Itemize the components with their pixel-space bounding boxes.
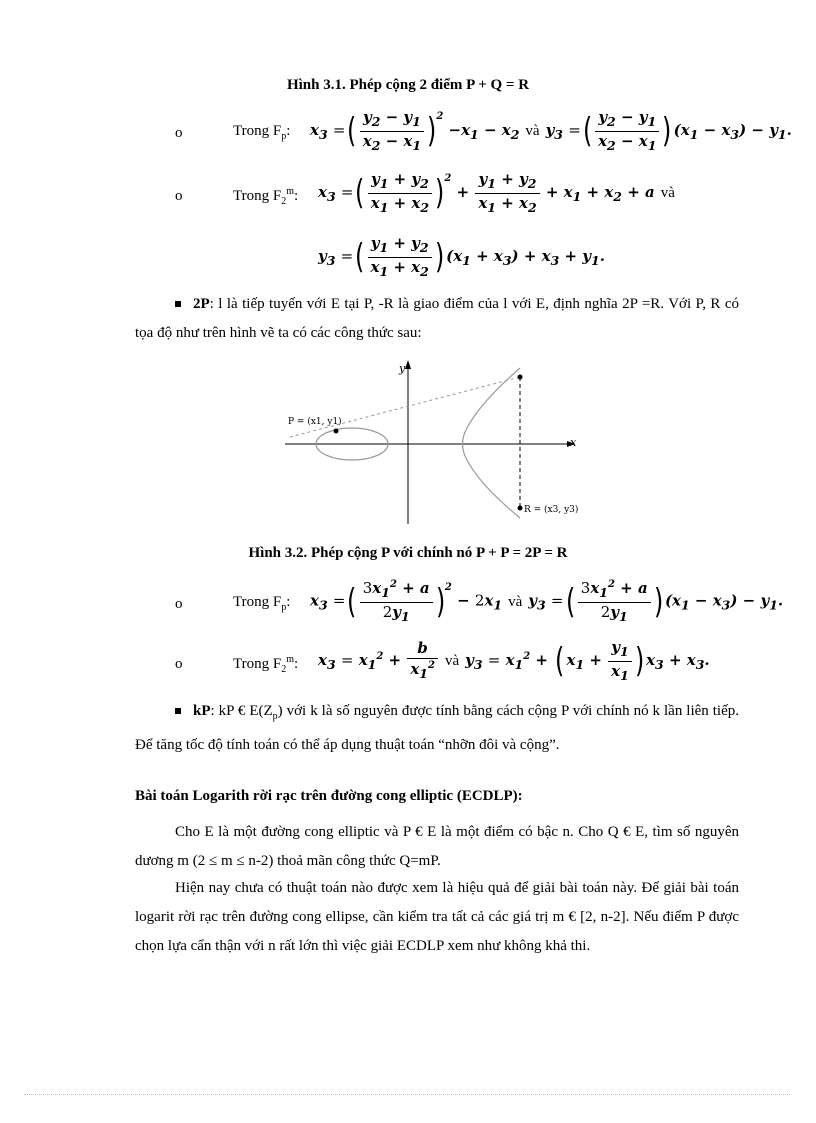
- kp-paragraph: kP: kP € $E(Z_p)$ với k là số nguyên được tính bằng cách cộng P với chính nó k lần liên tiếp. Để tăng tốc độ tính toán có thể áp dụng thuật toán “nhỡn đôi và cộng”.: [135, 703, 739, 753]
- ecdlp-paragraph-1: Cho E là một đường cong elliptic và P € E là một điểm có bậc n. Cho Q € E, tìm số nguyên dương m (2 ≤ m ≤ n-2) thoả mãn công thức Q=mP.: [135, 824, 739, 869]
- ecdlp-heading: Bài toán Logarith rời rạc trên đường cong elliptic (ECDLP):: [135, 788, 523, 804]
- bullet-marker: o: [175, 125, 183, 141]
- formula-double-f2m: $x_3 = x_1^2$ + $\frac{b}{x_1^2}$ và $y_3 = x_1^2$ + ( $x_1$ + $\frac{y_1}{x_1}$ ) $x_3 + x_3$.: [318, 638, 710, 683]
- x-axis-label: x: [570, 436, 577, 449]
- formula-add-fp: $x_3$ =( $\frac{y_2 - y_1}{x_2 - x_1}$ )$^2 -x_1 - x_2$ và $y_3$ =( $\frac{y_2 - y_1}{x_2 - x_1}$ ) $(x_1 - x_3) - y_1$.: [310, 108, 792, 153]
- tangent-line: [290, 377, 520, 437]
- figure-point-doubling: [280, 358, 590, 528]
- conjunction-va: và: [444, 653, 460, 669]
- conjunction-va: và: [525, 123, 540, 139]
- fp-label: Trong $F_p$:: [233, 123, 291, 142]
- point-neg-r-marker: [518, 375, 523, 380]
- formula-double-fp: $x_3$ =( $\frac{3x_1^2 + a}{2y_1}$ )$^2 - 2x_1$ và $y_3$ =( $\frac{3x_1^2 + a}{2y_1}$ ) $(x_1 - x_3) - y_1$.: [310, 579, 784, 624]
- y-axis-arrow-icon: [405, 360, 411, 369]
- point-r-marker: [518, 506, 523, 511]
- formula-add-f2m-y3: $y_3$ =( $\frac{y_1 + y_2}{x_1 + x_2}$ ) $(x_1 + x_3) + x_3 + y_1$.: [318, 234, 605, 279]
- point-p-marker: [334, 429, 339, 434]
- y-axis-label: y: [399, 362, 406, 375]
- bullet-marker: o: [175, 188, 183, 204]
- bullet-marker: o: [175, 656, 183, 672]
- doubling-paragraph: 2P: l là tiếp tuyến với E tại P, -R là giao điểm của l với E, định nghĩa 2P =R. Với P, R có tọa độ như trên hình vẽ ta có các công thức sau:: [135, 296, 739, 341]
- square-bullet-icon: [175, 301, 181, 307]
- point-r-label: R = (x3, y3): [524, 505, 579, 515]
- f2m-label: Trong $F_2^m$:: [233, 186, 299, 207]
- f2m-label: Trong $F_2^m$:: [233, 654, 299, 675]
- page-footer-rule: [24, 1094, 790, 1095]
- curve-branch: [463, 368, 521, 518]
- point-p-label: P = (x1, y1): [288, 417, 342, 427]
- conjunction-va: và: [660, 185, 675, 201]
- square-bullet-icon: [175, 708, 181, 714]
- ecdlp-paragraph-2: Hiện nay chưa có thuật toán nào được xem là hiệu quả để giải bài toán này. Để giải bài toán logarit rời rạc trên đường cong ellipse, cần kiểm tra tất cả các giá trị m € [2, n-2]. Nếu điểm P được chọn lựa cẩn thận với n rất lớn thì việc giải ECDLP xem như không khả thi.: [135, 880, 739, 954]
- formula-add-f2m-x3: $x_3$ =( $\frac{y_1 + y_2}{x_1 + x_2}$ )$^2$ + $\frac{y_1 + y_2}{x_1 + x_2}$ + $x_1 + x_2 + a$ và: [318, 170, 675, 215]
- figure-caption-3-2: Hình 3.2. Phép cộng P với chính nó P + P = 2P = R: [248, 545, 568, 561]
- figure-caption-3-1: Hình 3.1. Phép cộng 2 điểm P + Q = R: [286, 77, 530, 93]
- bullet-marker: o: [175, 596, 183, 612]
- fp-label: Trong $F_p$:: [233, 594, 291, 613]
- conjunction-va: và: [508, 593, 523, 610]
